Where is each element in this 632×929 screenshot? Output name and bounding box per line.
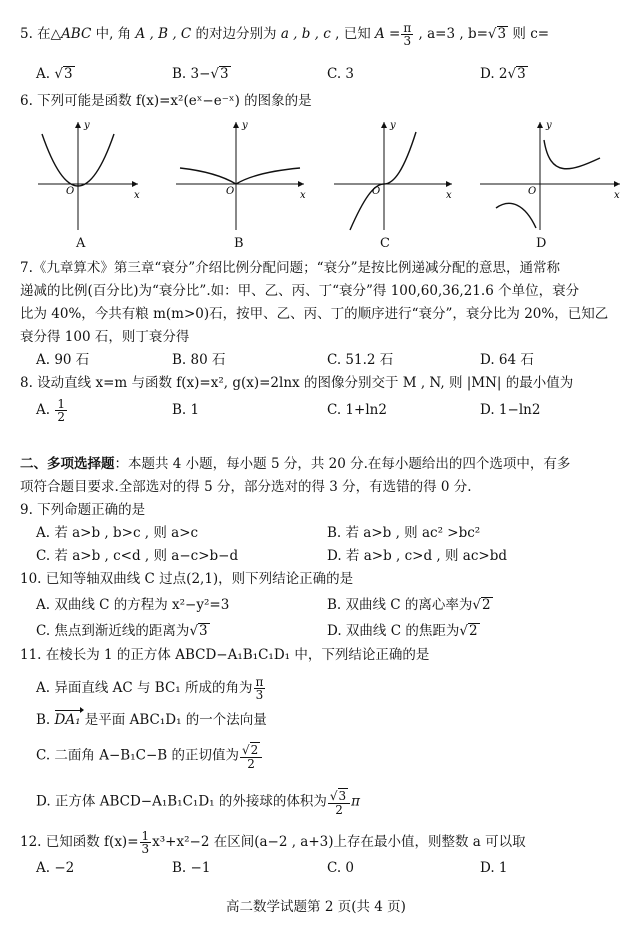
q7-line4: 衰分得 100 石，则丁衰分得 bbox=[20, 329, 190, 345]
q5-stem: 5. 在△ABC 中, 角 A , B , C 的对边分别为 a , b , c , 已知 A = $\frac{\pi}{3}$ , a=3 , b=√3 则 c= bbox=[20, 21, 550, 48]
page-footer: 高二数学试题第 2 页(共 4 页) bbox=[226, 899, 406, 915]
q10-option-a: A. 双曲线 C 的方程为 x²−y²=3 bbox=[36, 597, 230, 613]
graph-label-c: C bbox=[380, 236, 390, 251]
q7-option-a: A. 90 石 bbox=[36, 352, 90, 368]
q5-option-d: D. 2√3 bbox=[480, 66, 526, 82]
q5-option-c: C. 3 bbox=[327, 66, 355, 82]
svg-text:O: O bbox=[528, 186, 537, 197]
q5-option-a: A. √3 bbox=[36, 66, 73, 82]
q7-option-d: D. 64 石 bbox=[480, 352, 534, 368]
q8-option-a: A. $\frac{1}{2}$ bbox=[36, 397, 65, 424]
svg-text:x: x bbox=[134, 190, 140, 201]
q6-graphs bbox=[28, 118, 628, 236]
q6-stem: 6. 下列可能是函数 f(x)=x²(eˣ−e⁻ˣ) 的图象的是 bbox=[20, 93, 312, 109]
q11-stem: 11. 在棱长为 1 的正方体 ABCD−A₁B₁C₁D₁ 中，下列结论正确的是 bbox=[20, 647, 430, 663]
graph-label-a: A bbox=[76, 236, 86, 251]
graph-label-b: B bbox=[234, 236, 244, 251]
q8-option-c: C. 1+ln2 bbox=[327, 402, 387, 418]
svg-text:x: x bbox=[300, 190, 306, 201]
q8-option-d: D. 1−ln2 bbox=[480, 402, 541, 418]
q11-option-b: B. DA₁ 是平面 ABC₁D₁ 的一个法向量 bbox=[36, 712, 267, 728]
svg-text:O: O bbox=[372, 186, 381, 197]
q9-option-b: B. 若 a>b , 则 ac² >bc² bbox=[327, 525, 481, 541]
q7-option-b: B. 80 石 bbox=[172, 352, 226, 368]
svg-text:O: O bbox=[226, 186, 235, 197]
q8-stem: 8. 设动直线 x=m 与函数 f(x)=x², g(x)=2lnx 的图像分别交于 M , N, 则 |MN| 的最小值为 bbox=[20, 375, 574, 391]
q12-option-c: C. 0 bbox=[327, 860, 355, 876]
q10-option-b: B. 双曲线 C 的离心率为√2 bbox=[327, 597, 491, 613]
svg-text:y: y bbox=[84, 120, 90, 131]
q7-option-c: C. 51.2 石 bbox=[327, 352, 394, 368]
section2-line1: 二、多项选择题：本题共 4 小题，每小题 5 分，共 20 分.在每小题给出的四个选项中，有多 bbox=[20, 456, 571, 472]
graph-d bbox=[480, 120, 620, 230]
q9-option-d: D. 若 a>b , c>d , 则 ac>bd bbox=[327, 548, 507, 564]
q7-line3: 比为 40%，今共有粮 m(m>0)石，按甲、乙、丙、丁的顺序进行“衰分”，衰分比为 20%，已知乙 bbox=[20, 306, 609, 322]
q5-pi-over-3: $\frac{\pi}{3}$ bbox=[403, 21, 412, 48]
q8-option-b: B. 1 bbox=[172, 402, 200, 418]
svg-text:y: y bbox=[546, 120, 552, 131]
q9-option-c: C. 若 a>b , c<d , 则 a−c>b−d bbox=[36, 548, 239, 564]
q5-option-b: B. 3−√3 bbox=[172, 66, 229, 82]
svg-text:x: x bbox=[614, 190, 620, 201]
q12-stem: 12. 已知函数 f(x)= $\frac{1}{3}$ x³+x²−2 在区间(a−2 , a+3)上存在最小值，则整数 a 可以取 bbox=[20, 829, 526, 856]
svg-text:y: y bbox=[242, 120, 248, 131]
q12-option-a: A. −2 bbox=[36, 860, 75, 876]
svg-text:O: O bbox=[66, 186, 75, 197]
graph-c bbox=[334, 120, 452, 230]
q9-stem: 9. 下列命题正确的是 bbox=[20, 502, 146, 518]
graph-a bbox=[38, 120, 140, 230]
q12-option-d: D. 1 bbox=[480, 860, 508, 876]
q11-option-d: D. 正方体 ABCD−A₁B₁C₁D₁ 的外接球的体积为 $\frac{√3}{2}$ π bbox=[36, 789, 361, 817]
q10-option-c: C. 焦点到渐近线的距离为√3 bbox=[36, 623, 208, 639]
q11-option-a: A. 异面直线 AC 与 BC₁ 所成的角为 $\frac{\pi}{3}$ bbox=[36, 675, 264, 702]
graph-label-d: D bbox=[536, 236, 547, 251]
svg-text:y: y bbox=[390, 120, 396, 131]
q12-option-b: B. −1 bbox=[172, 860, 211, 876]
svg-text:x: x bbox=[446, 190, 452, 201]
q7-line2: 递减的比例(百分比)为“衰分比”.如：甲、乙、丙、丁“衰分”得 100,60,36,21.6 个单位，衰分 bbox=[20, 283, 580, 299]
q11-option-c: C. 二面角 A−B₁C−B 的正切值为 $\frac{√2}{2}$ bbox=[36, 742, 263, 770]
graph-b bbox=[176, 120, 306, 230]
q10-option-d: D. 双曲线 C 的焦距为√2 bbox=[327, 623, 478, 639]
q9-option-a: A. 若 a>b , b>c , 则 a>c bbox=[36, 525, 199, 541]
q10-stem: 10. 已知等轴双曲线 C 过点(2,1)，则下列结论正确的是 bbox=[20, 571, 354, 587]
section2-line2: 项符合题目要求.全部选对的得 5 分，部分选对的得 3 分，有选错的得 0 分. bbox=[20, 479, 472, 495]
q7-line1: 7.《九章算术》第三章“衰分”介绍比例分配问题；“衰分”是按比例递减分配的意思，通常称 bbox=[20, 260, 560, 276]
